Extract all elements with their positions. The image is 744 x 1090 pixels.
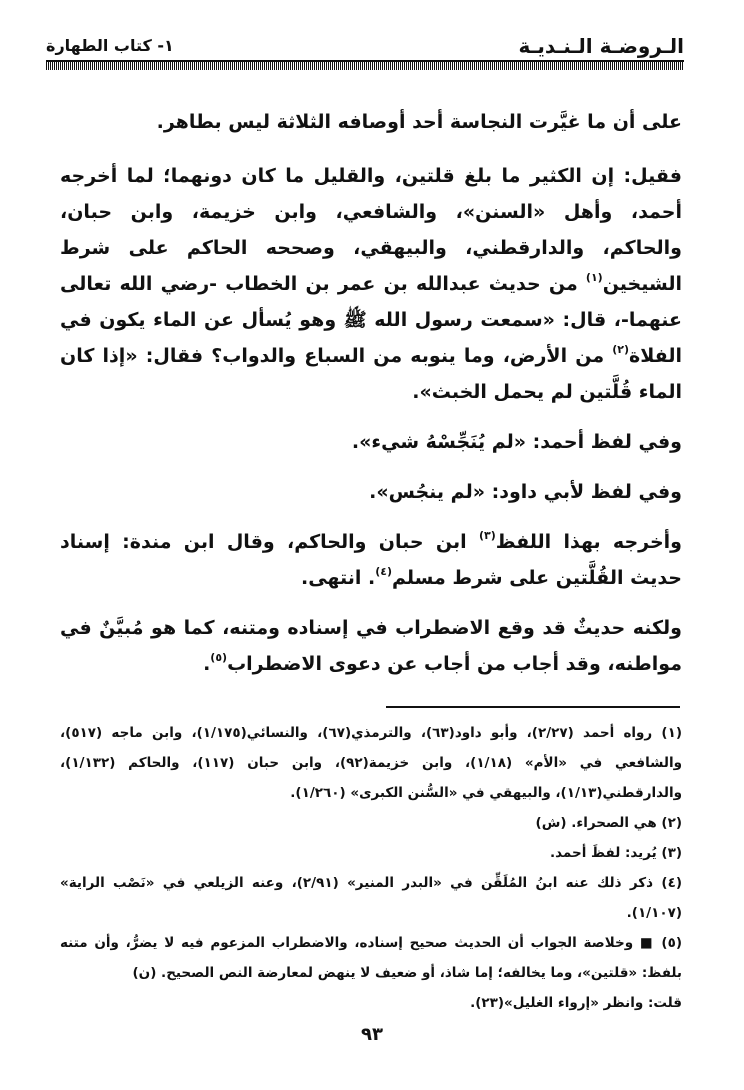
footnote-5-continued: قلت: وانظر «إرواء الغليل»(٢٣). xyxy=(470,995,682,1011)
paragraph-6 xyxy=(60,610,682,682)
paragraph-2-part-b: من حديث عبدالله بن عمر بن الخطاب -رضي الله تعالى عنهما-، قال: «سمعت رسول الله ﷺ وهو يُسأل عن الماء يكون في الفلاة xyxy=(60,273,682,367)
paragraph-2-part-c: من الأرض، وما ينوبه من السباع والدواب؟ فقال: «إذا كان الماء قُلَّتين لم يحمل الخبث». xyxy=(60,345,682,403)
chapter-title: ١- كتاب الطهارة xyxy=(46,36,174,55)
paragraph-6-part-b: . xyxy=(203,653,211,675)
paragraph-5-part-b: ابن حبان والحاكم، وقال ابن مندة: إسناد حديث القُلَّتين على شرط مسلم xyxy=(60,531,682,589)
footnote-3: (٣) يُريد: لفظَ أحمد. xyxy=(550,845,682,861)
book-title: الـروضـة الـنـديـة xyxy=(518,34,684,58)
footnote-4: (٤) ذكر ذلك عنه ابنُ المُلَقِّن في «البدر المنير» (٢/٩١)، وعنه الزيلعي في «نَصْب الراية» (١/١٠٧). xyxy=(60,875,682,921)
paragraph-5-part-c: . انتهى. xyxy=(300,567,376,589)
footnote-ref-3: (٣) xyxy=(478,528,496,542)
footnote-ref-4: (٤) xyxy=(375,564,392,578)
footnote-1: (١) رواه أحمد (٢/٢٧)، وأبو داود(٦٣)، والترمذي(٦٧)، والنسائي(١/١٧٥)، وابن ماجه (٥١٧)، والشافعي في «الأم» (١/١٨)، وابن خزيمة(٩٢)، وابن حبان (١١٧)، والحاكم (١/١٣٢)، والدارقطني(١/١٣)، والبيهقي في «السُّنن الكبرى» (١/٢٦٠). xyxy=(60,725,683,801)
paragraph-3: وفي لفظ أحمد: «لم يُنَجِّسْهُ شيء». xyxy=(351,431,682,453)
footnote-ref-5: (٥) xyxy=(210,650,228,664)
paragraph-2-part-a: فقيل: إن الكثير ما بلغ قلتين، والقليل ما كان دونهما؛ لما أخرجه أحمد، وأهل «السنن»، والشافعي، وابن خزيمة، وابن حبان، والحاكم، والدارقطني، والبيهقي، وصححه الحاكم على شرط الشيخين xyxy=(60,165,682,295)
paragraph-5-part-a: وأخرجه بهذا اللفظ xyxy=(495,531,682,553)
paragraph-5 xyxy=(60,524,682,596)
footnote-ref-2: (٢) xyxy=(612,342,630,356)
footnotes xyxy=(60,718,682,1018)
footnote-2: (٢) هي الصحراء. (ش) xyxy=(535,815,682,831)
header-divider xyxy=(46,60,684,70)
paragraph-2 xyxy=(60,158,682,410)
paragraph-1: على أن ما غيَّرت النجاسة أحد أوصافه الثلاثة ليس بطاهر. xyxy=(156,111,682,133)
footnote-ref-1: (١) xyxy=(585,270,603,284)
page-number: ٩٣ xyxy=(361,1024,383,1045)
footnote-5: (٥) ■ وخلاصة الجواب أن الحديث صحيح إسناده، والاضطراب المزعوم فيه لا يضرُّ، وأن متنه بلفظ: «قلتين»، وما يخالفه؛ إما شاذ، أو ضعيف لا ينهض لمعارضة النص الصحيح. (ن) xyxy=(60,935,682,981)
running-header xyxy=(46,28,684,58)
footnote-divider xyxy=(386,706,680,708)
paragraph-4: وفي لفظ لأبي داود: «لم ينجُس». xyxy=(369,481,682,503)
paragraph-6-part-a: ولكنه حديثٌ قد وقع الاضطراب في إسناده ومتنه، كما هو مُبيَّنٌ في مواطنه، وقد أجاب من أجاب عن دعوى الاضطراب xyxy=(60,617,682,675)
main-text xyxy=(60,104,682,682)
